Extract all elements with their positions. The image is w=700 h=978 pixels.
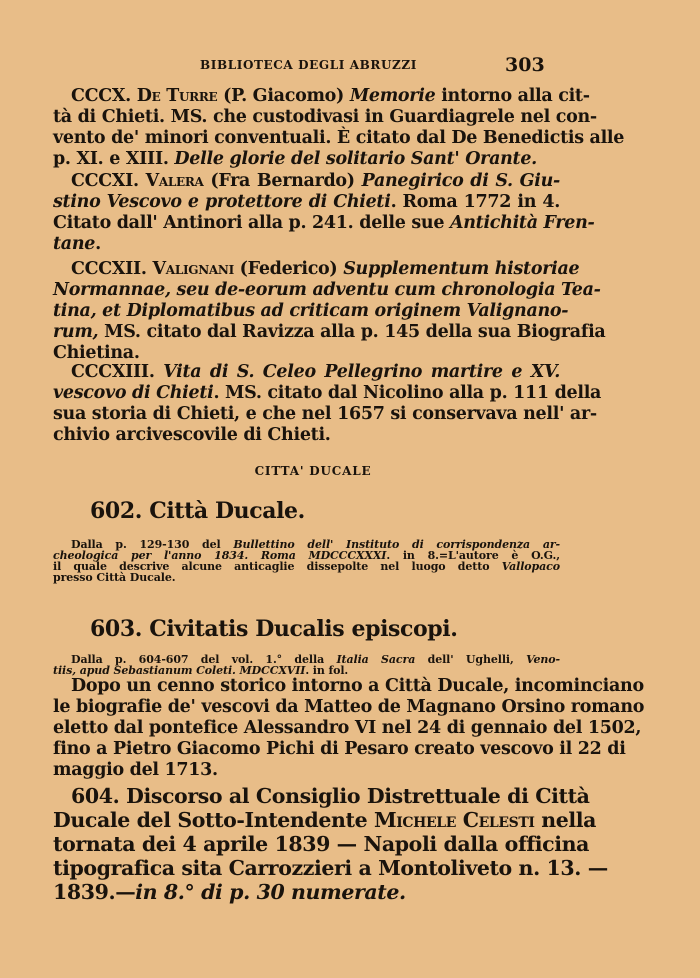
text-line (53, 280, 601, 301)
text-line (53, 880, 560, 904)
text-line (53, 718, 642, 739)
text-segment: Dalla p. 129-130 del (71, 538, 234, 551)
text-segment: CCCX. (71, 86, 137, 106)
text-line (53, 234, 560, 255)
text-segment: . in fol. (305, 664, 349, 677)
author-name: Valera (145, 171, 204, 191)
italic-text: Supplementum historiae (343, 259, 580, 279)
italic-text: tane (53, 234, 96, 254)
text-line (53, 171, 560, 192)
text-line (53, 149, 560, 170)
text-segment: Dopo un cenno storico intorno a Città Ducale, incominciano (71, 676, 644, 696)
author-name: De Turre (136, 86, 218, 106)
text-line (53, 808, 597, 832)
text-segment: . (95, 234, 101, 254)
text-line (53, 572, 560, 583)
text-line (53, 213, 595, 234)
text-segment: Citato dall' Antinori alla p. 241. delle sue (53, 213, 450, 233)
text-segment: tornata dei 4 aprile 1839 — Napoli dalla officina (53, 832, 590, 856)
text-segment: p. XI. e XIII. (53, 149, 175, 169)
text-line (53, 832, 590, 856)
text-segment: Ducale del Sotto-Intendente (53, 808, 374, 832)
text-line (53, 739, 626, 760)
italic-text: Delle glorie del solitario Sant' Orante. (174, 149, 537, 169)
entry-603-note (53, 676, 645, 781)
text-segment: MS. citato dal Ravizza alla p. 145 della sua Biografia (98, 322, 606, 342)
text-line (53, 362, 560, 383)
italic-text: stino Vescovo e protettore di Chieti (53, 192, 391, 212)
text-segment: . in 8.=L'autore è O.G., (386, 549, 560, 562)
text-segment: le biografie de' vescovi da Matteo de Magnano Orsino romano (53, 697, 645, 717)
italic-text: Bullettino dell' Instituto di corrispondenza ar- (233, 538, 561, 551)
text-segment: Dalla p. 604-607 del vol. 1.° della (71, 653, 337, 666)
text-line (53, 784, 590, 808)
entry-cccxi (53, 171, 595, 255)
text-segment: (Federico) (233, 259, 344, 279)
text-segment: CCCXIII. (71, 362, 164, 382)
section-title: CITTA' DUCALE (254, 464, 372, 478)
author-name: Valignani (152, 259, 234, 279)
entry-603-description (53, 654, 560, 676)
italic-text: Italia Sacra (336, 653, 416, 666)
text-segment: tà di Chieti. MS. che custodivasi in Guardiagrele nel con- (53, 107, 597, 127)
author-name: Michele Celesti (373, 808, 535, 832)
text-segment: tipografica sita Carrozzieri a Montoliveto n. 13. — (53, 856, 608, 880)
italic-text: vescovo di Chieti (53, 383, 214, 403)
text-line (53, 343, 560, 364)
text-line (53, 322, 606, 343)
text-segment: vento de' minori conventuali. È citato dal De Benedictis alle (53, 128, 625, 148)
italic-text: cheologica per l'anno 1834. Roma MDCCCXXXI (53, 549, 387, 562)
text-segment: . MS. citato dal Nicolino alla p. 111 della (213, 383, 602, 403)
italic-text: rum, (53, 322, 99, 342)
page-number: 303 (505, 54, 545, 76)
italic-text: in 8.° di p. 30 numerate. (135, 880, 406, 904)
text-line (53, 259, 580, 280)
text-segment: presso Città Ducale. (53, 571, 176, 584)
entry-603-heading: 603. Civitatis Ducalis episcopi. (90, 616, 458, 642)
text-segment: il quale descrive alcune anticaglie dissepolte nel luogo detto (53, 560, 502, 573)
italic-text: tiis, apud Sebastianum Coleti. MDCCXVII (53, 664, 306, 677)
italic-text: Panegirico di S. Giu- (361, 171, 560, 191)
text-segment: nella (534, 808, 597, 832)
text-segment: chivio arcivescovile di Chieti. (53, 425, 331, 445)
text-segment: eletto dal pontefice Alessandro VI nel 24 di gennaio del 1502, (53, 718, 642, 738)
text-segment: Chietina. (53, 343, 140, 363)
text-segment: CCCXII. (71, 259, 153, 279)
italic-text: Antichità Fren- (449, 213, 595, 233)
text-line (53, 665, 560, 676)
text-segment: intorno alla cit- (435, 86, 590, 106)
italic-text: Memorie (349, 86, 436, 106)
text-segment: (P. Giacomo) (217, 86, 350, 106)
entry-cccxii (53, 259, 606, 364)
text-segment: CCCXI. (71, 171, 146, 191)
text-segment: fino a Pietro Giacomo Pichi di Pesaro creato vescovo il 22 di (53, 739, 626, 759)
text-line (53, 760, 560, 781)
text-segment: 1839.— (53, 880, 136, 904)
text-line (53, 676, 644, 697)
text-segment: sua storia di Chieti, e che nel 1657 si conservava nell' ar- (53, 404, 597, 424)
text-segment: 604. Discorso al Consiglio Distrettuale di Città (71, 784, 590, 808)
text-segment: dell' Ughelli, (415, 653, 527, 666)
italic-text: Vita di S. Celeo Pellegrino martire e XV. (163, 362, 561, 382)
entry-602-heading: 602. Città Ducale. (90, 498, 305, 524)
text-line (53, 383, 602, 404)
italic-text: Vallopaco (501, 560, 560, 573)
text-segment: (Fra Bernardo) (203, 171, 362, 191)
text-line (53, 404, 597, 425)
text-line (53, 128, 625, 149)
text-line (53, 86, 590, 107)
text-line (53, 301, 569, 322)
text-line (53, 856, 608, 880)
italic-text: Normannae, seu de-eorum adventu cum chronologia Tea- (53, 280, 601, 300)
text-segment: . Roma 1772 in 4. (390, 192, 560, 212)
entry-cccx (53, 86, 625, 170)
text-line (53, 107, 597, 128)
text-segment: maggio del 1713. (53, 760, 218, 780)
text-line (53, 697, 645, 718)
entry-cccxiii (53, 362, 602, 446)
entry-602-description (53, 539, 560, 583)
text-line (53, 192, 560, 213)
italic-text: Veno- (526, 653, 560, 666)
running-title: BIBLIOTECA DEGLI ABRUZZI (200, 58, 417, 72)
entry-604 (53, 784, 608, 904)
text-line (53, 425, 560, 446)
italic-text: tina, et Diplomatibus ad criticam originem Valignano- (53, 301, 569, 321)
